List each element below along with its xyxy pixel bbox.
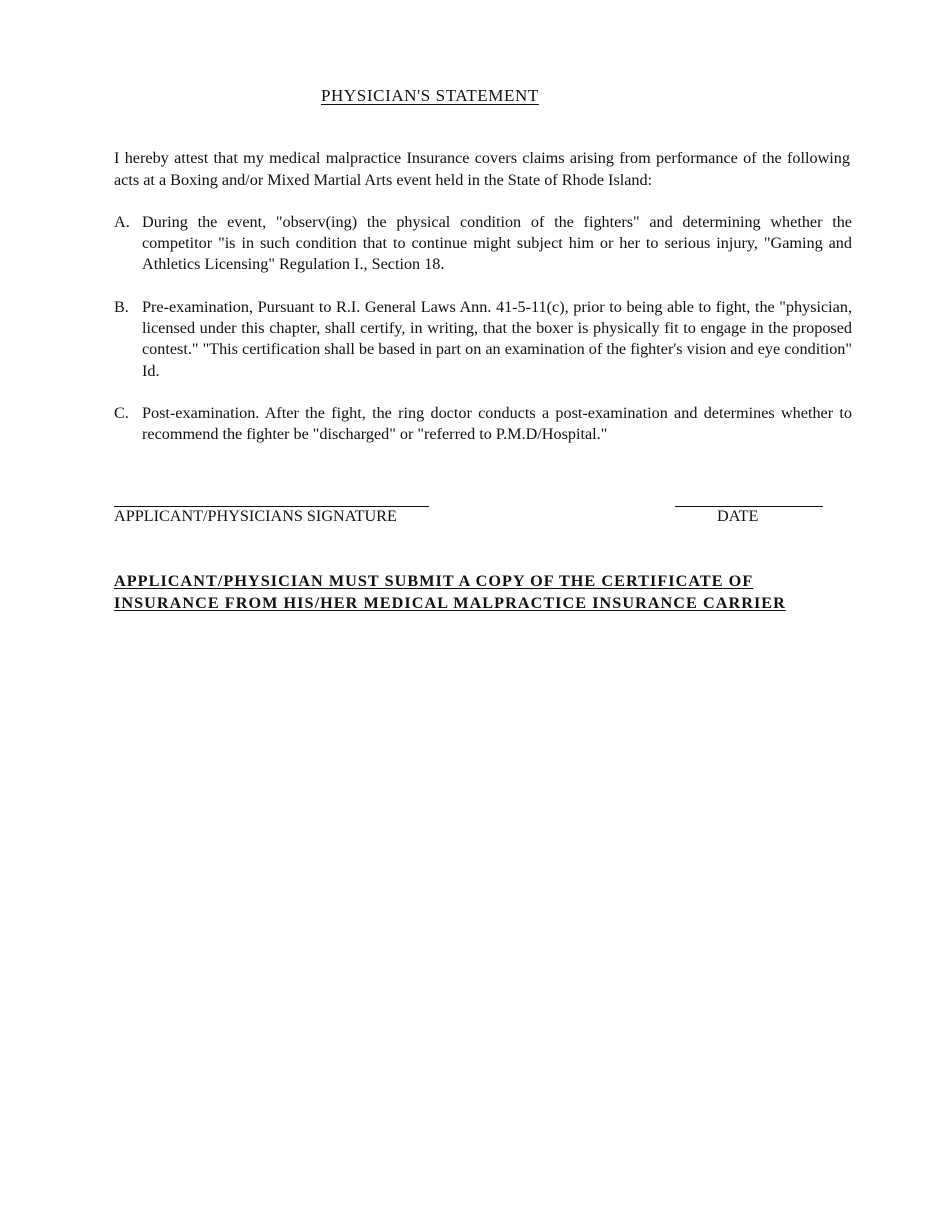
list-item-text: Post-examination. After the fight, the ring doctor conducts a post-examination and determines whether to recommend the fighter be "discharged" or "referred to P.M.D/Hospital." — [142, 404, 852, 444]
insurance-notice — [114, 571, 786, 614]
list-item-letter: C. — [114, 404, 129, 422]
list-item-text: During the event, "observ(ing) the physical condition of the fighters" and determining whether the competitor "is in such condition that to continue might subject him or her to serious injury, "Gaming and Athletics Licensing" Regulation I., Section 18. — [142, 213, 852, 274]
list-item-a — [114, 212, 852, 276]
list-item-c — [114, 403, 852, 445]
list-item-letter: B. — [114, 298, 129, 316]
signature-label: APPLICANT/PHYSICIANS SIGNATURE — [114, 507, 397, 525]
intro-paragraph: I hereby attest that my medical malpractice Insurance covers claims arising from performance of the following acts at a Boxing and/or Mixed Martial Arts event held in the State of Rhode Island: — [114, 149, 850, 189]
notice-line-1: APPLICANT/PHYSICIAN MUST SUBMIT A COPY OF THE CERTIFICATE OF — [114, 572, 754, 590]
list-item-text: Pre-examination, Pursuant to R.I. General Laws Ann. 41-5-11(c), prior to being able to fight, the "physician, licensed under this chapter, shall certify, in writing, that the boxer is physically fit to engage in the proposed contest." "This certification shall be based in part on an examination of the fighter's vision and eye condition" Id. — [142, 298, 852, 380]
notice-line-2: INSURANCE FROM HIS/HER MEDICAL MALPRACTICE INSURANCE CARRIER — [114, 593, 786, 612]
list-item-b — [114, 297, 852, 382]
page-title: PHYSICIAN'S STATEMENT — [321, 86, 539, 105]
date-label: DATE — [717, 507, 759, 525]
list-item-letter: A. — [114, 213, 130, 231]
